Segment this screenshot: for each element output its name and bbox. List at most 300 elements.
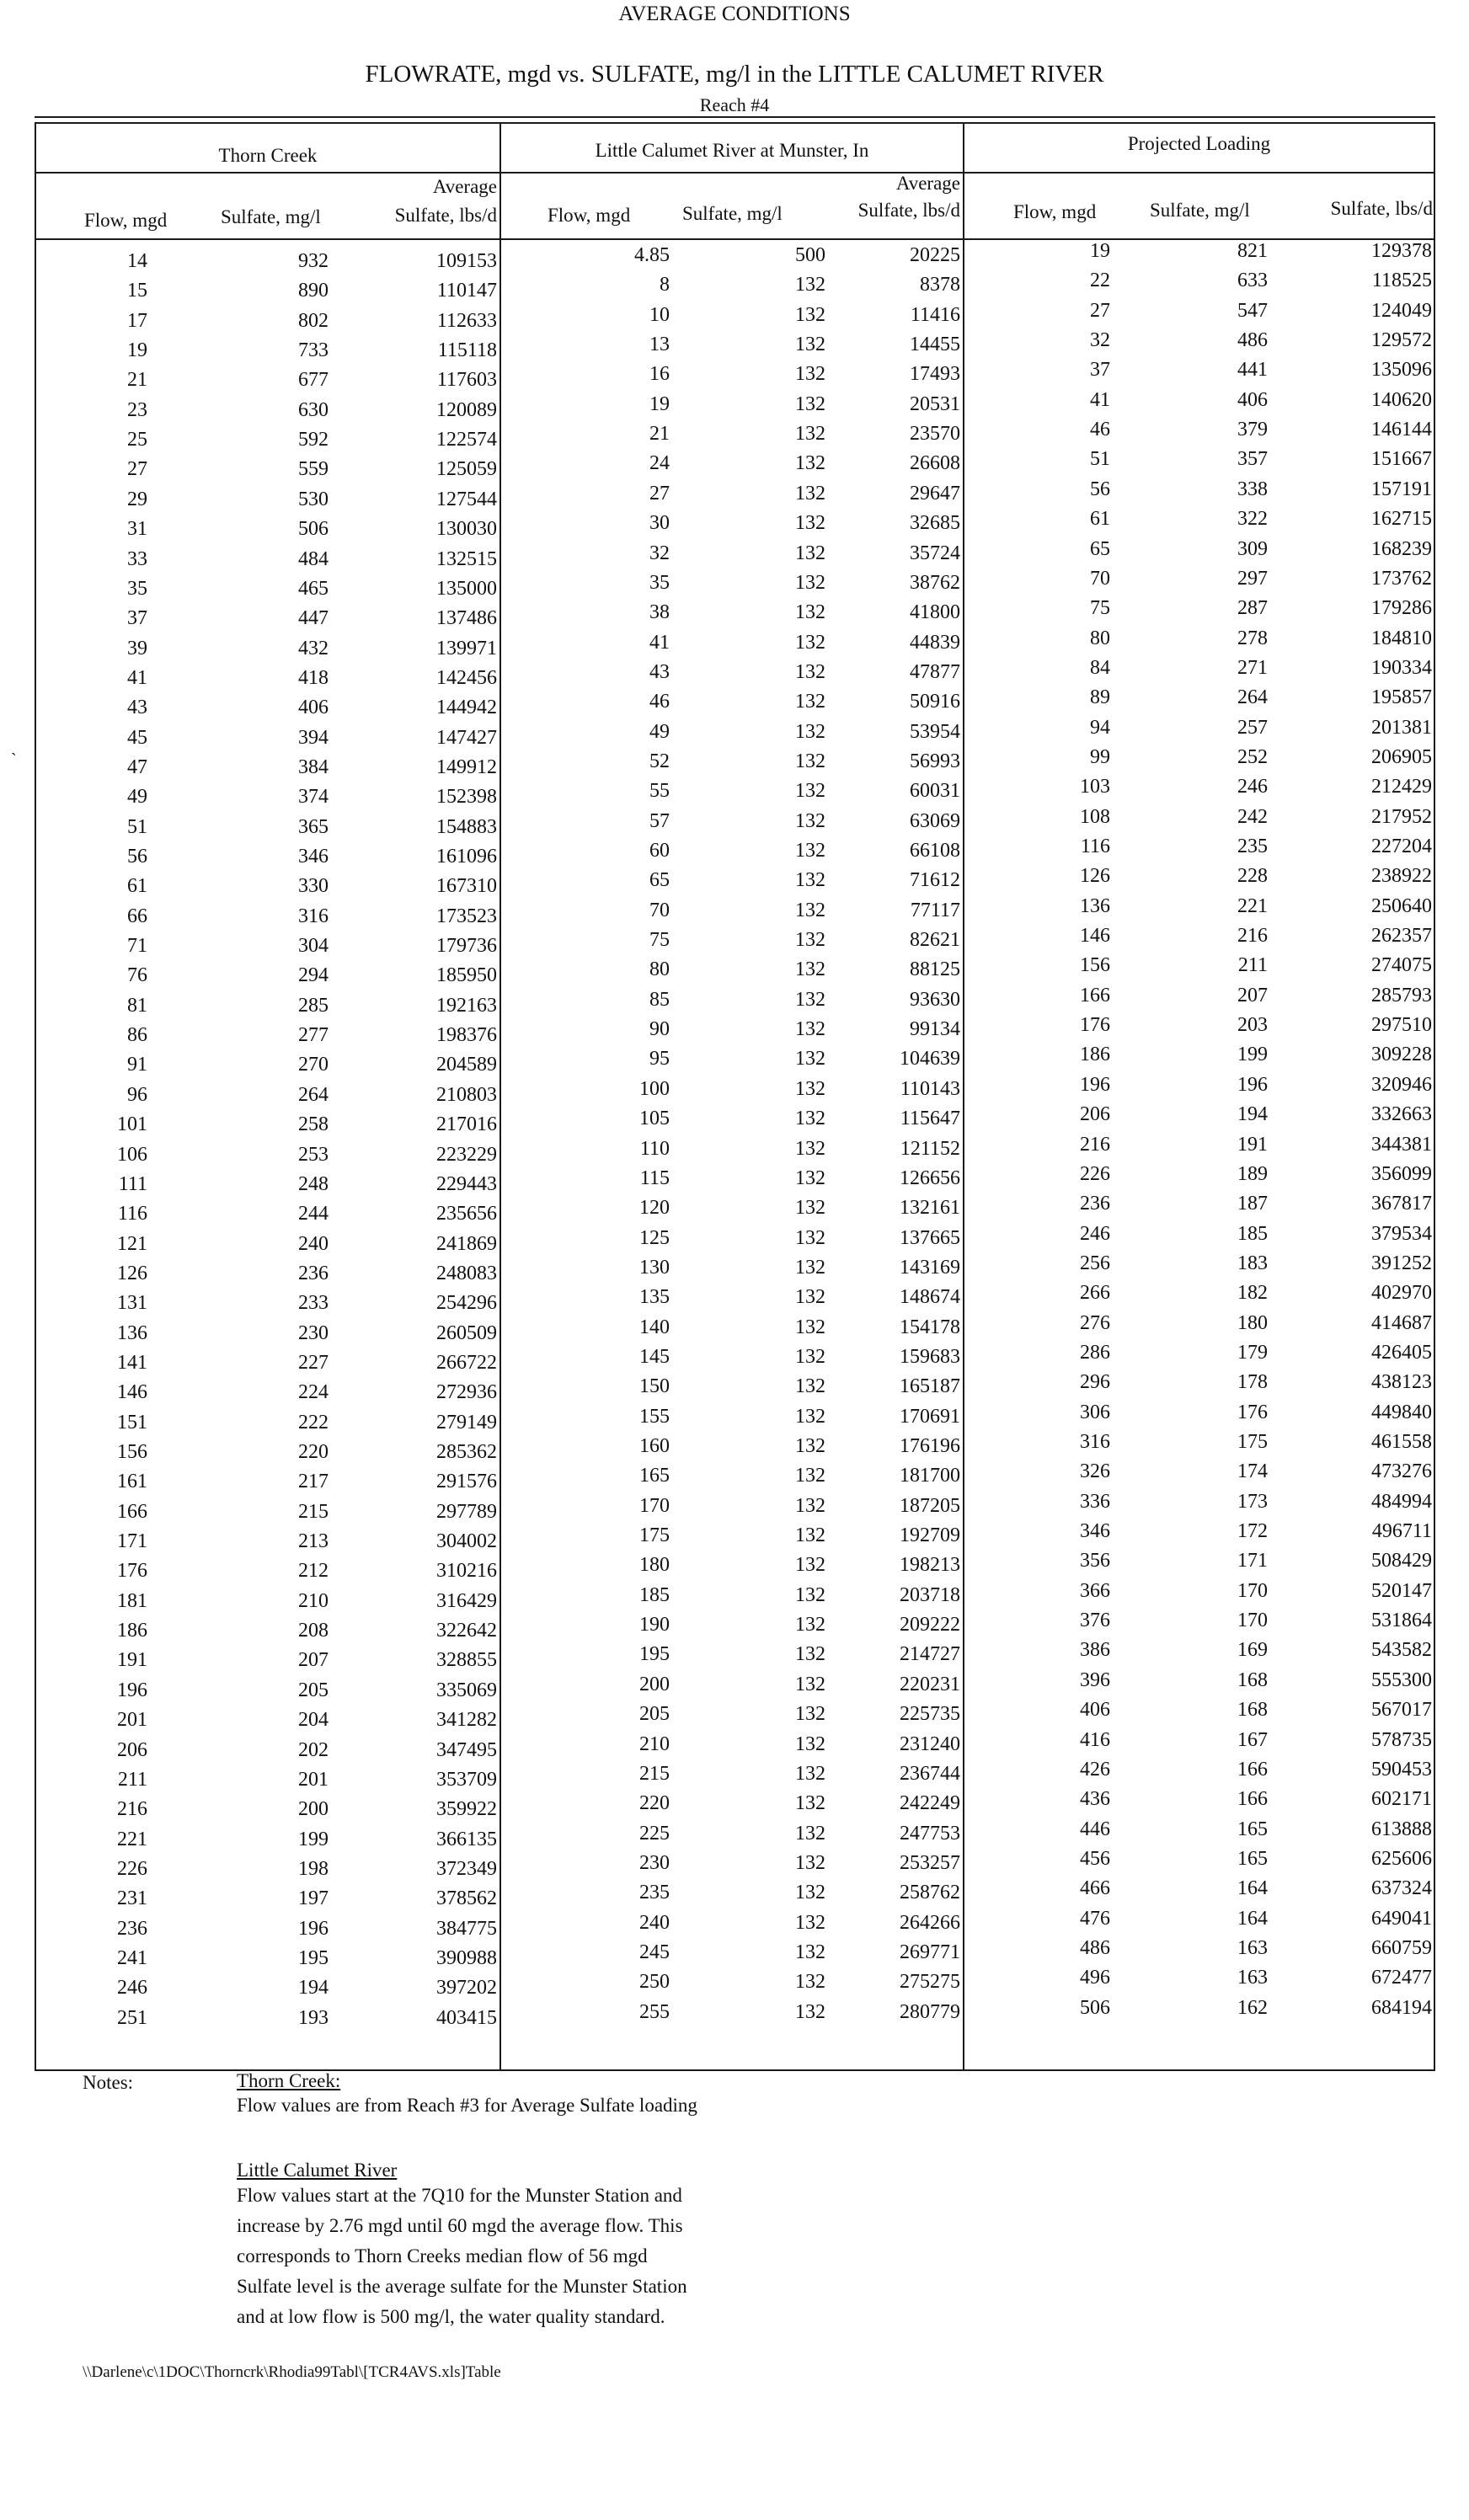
cell-projected-sulfate: 338 [1237,478,1268,500]
cell-thorn-sulfate-lbs: 266722 [436,1351,497,1374]
cell-thorn-sulfate-lbs: 210803 [436,1083,497,1106]
cell-munster-flow: 21 [649,423,670,446]
cell-thorn-sulfate-lbs: 173523 [436,905,497,927]
cell-projected-flow: 206 [1080,1103,1110,1126]
cell-projected-flow: 296 [1080,1371,1110,1394]
cell-projected-sulfate: 166 [1237,1788,1268,1811]
cell-projected-sulfate: 322 [1237,508,1268,531]
cell-thorn-flow: 181 [117,1589,147,1612]
cell-projected-flow: 426 [1080,1758,1110,1781]
cell-munster-flow: 46 [649,691,670,713]
col-thorn-flow: Flow, mgd [84,210,168,231]
group-projected-loading: Projected Loading [1127,133,1271,154]
cell-munster-flow: 55 [649,780,670,803]
cell-thorn-flow: 86 [127,1024,147,1047]
cell-munster-sulfate: 132 [795,1554,825,1577]
cell-projected-flow: 27 [1090,299,1110,322]
cell-projected-sulfate-lbs: 320946 [1371,1073,1432,1096]
cell-munster-flow: 170 [639,1494,670,1517]
cell-thorn-sulfate: 198 [298,1857,329,1880]
cell-thorn-sulfate: 316 [298,905,329,927]
cell-thorn-flow: 191 [117,1649,147,1672]
col-projected-sulfate-lbs: Sulfate, lbs/d [1330,198,1433,219]
file-path: \\Darlene\c\1DOC\Thorncrk\Rhodia99Tabl\[TCR4AVS.xls]Table [83,2363,501,2381]
cell-thorn-sulfate-lbs: 335069 [436,1679,497,1701]
cell-thorn-flow: 101 [117,1113,147,1136]
cell-munster-flow: 27 [649,482,670,505]
cell-projected-sulfate-lbs: 414687 [1371,1311,1432,1334]
cell-munster-sulfate-lbs: 88125 [910,958,960,981]
cell-projected-flow: 266 [1080,1282,1110,1305]
cell-thorn-sulfate: 199 [298,1828,329,1850]
cell-thorn-sulfate-lbs: 366135 [436,1828,497,1850]
cell-munster-flow: 13 [649,334,670,356]
cell-thorn-sulfate-lbs: 241869 [436,1232,497,1255]
cell-munster-sulfate-lbs: 41800 [910,601,960,624]
cell-thorn-sulfate-lbs: 115118 [437,339,497,362]
cell-projected-sulfate: 170 [1237,1579,1268,1602]
cell-projected-sulfate-lbs: 238922 [1371,865,1432,888]
cell-projected-flow: 94 [1090,716,1110,739]
cell-munster-flow: 245 [639,1941,670,1963]
cell-projected-flow: 486 [1080,1936,1110,1959]
cell-thorn-flow: 121 [117,1232,147,1255]
cell-thorn-sulfate: 200 [298,1798,329,1821]
cell-munster-sulfate-lbs: 132161 [900,1197,960,1220]
cell-projected-sulfate: 207 [1237,984,1268,1006]
cell-munster-flow: 49 [649,720,670,743]
cell-projected-sulfate: 271 [1237,656,1268,679]
cell-projected-flow: 466 [1080,1877,1110,1900]
cell-projected-sulfate-lbs: 184810 [1371,627,1432,649]
cell-munster-sulfate-lbs: 60031 [910,780,960,803]
cell-thorn-sulfate: 197 [298,1887,329,1910]
cell-projected-flow: 316 [1080,1431,1110,1453]
cell-munster-sulfate: 132 [795,1048,825,1070]
reach-label: Reach #4 [699,94,770,115]
cell-thorn-sulfate: 233 [298,1292,329,1315]
cell-thorn-sulfate-lbs: 272936 [436,1381,497,1404]
cell-projected-flow: 56 [1090,478,1110,500]
cell-munster-sulfate-lbs: 53954 [910,720,960,743]
cell-munster-sulfate: 132 [795,1286,825,1309]
cell-projected-sulfate-lbs: 496711 [1371,1520,1432,1543]
cell-munster-sulfate-lbs: 170691 [900,1405,960,1428]
cell-thorn-sulfate-lbs: 378562 [436,1887,497,1910]
cell-thorn-sulfate: 733 [298,339,329,362]
cell-thorn-sulfate-lbs: 384775 [436,1917,497,1940]
cell-munster-sulfate: 132 [795,542,825,564]
cell-projected-sulfate: 173 [1237,1490,1268,1513]
cell-munster-sulfate: 132 [795,691,825,713]
cell-munster-sulfate: 132 [795,274,825,296]
cell-thorn-sulfate: 330 [298,875,329,898]
cell-thorn-sulfate: 227 [298,1351,329,1374]
cell-munster-flow: 175 [639,1524,670,1547]
cell-projected-sulfate: 228 [1237,865,1268,888]
col-munster-flow: Flow, mgd [548,205,631,226]
cell-munster-flow: 10 [649,303,670,326]
cell-projected-sulfate: 168 [1237,1668,1268,1691]
cell-munster-sulfate-lbs: 35724 [910,542,960,564]
cell-munster-flow: 4.85 [634,244,670,266]
cell-thorn-flow: 33 [127,547,147,570]
cell-projected-flow: 37 [1090,359,1110,382]
cell-munster-sulfate-lbs: 56993 [910,750,960,772]
cell-thorn-flow: 17 [127,309,147,332]
cell-thorn-flow: 56 [127,846,147,868]
col-thorn-avg-sulfate-lbs: Sulfate, lbs/d [394,205,497,226]
cell-munster-flow: 90 [649,1018,670,1041]
cell-thorn-flow: 15 [127,280,147,302]
cell-thorn-flow: 216 [117,1798,147,1821]
cell-munster-sulfate-lbs: 26608 [910,452,960,475]
cell-thorn-sulfate: 304 [298,935,329,958]
cell-thorn-flow: 186 [117,1620,147,1642]
cell-thorn-sulfate-lbs: 167310 [436,875,497,898]
cell-thorn-flow: 43 [127,697,147,719]
cell-munster-flow: 105 [639,1108,670,1130]
cell-munster-sulfate-lbs: 77117 [910,899,960,921]
cell-munster-flow: 150 [639,1375,670,1398]
cell-thorn-sulfate-lbs: 198376 [436,1024,497,1047]
cell-munster-sulfate: 132 [795,1941,825,1963]
cell-thorn-flow: 201 [117,1709,147,1732]
cell-projected-sulfate: 164 [1237,1907,1268,1930]
cell-munster-flow: 165 [639,1465,670,1487]
cell-munster-sulfate: 132 [795,869,825,892]
cell-projected-flow: 89 [1090,686,1110,709]
cell-projected-flow: 436 [1080,1788,1110,1811]
cell-munster-sulfate: 132 [795,363,825,386]
cell-projected-sulfate: 257 [1237,716,1268,739]
cell-thorn-sulfate-lbs: 223229 [436,1143,497,1166]
cell-thorn-sulfate: 418 [298,666,329,689]
cell-thorn-sulfate: 270 [298,1054,329,1076]
cell-projected-sulfate: 178 [1237,1371,1268,1394]
cell-projected-sulfate-lbs: 195857 [1371,686,1432,709]
cell-munster-sulfate-lbs: 110143 [900,1077,960,1100]
cell-projected-flow: 166 [1080,984,1110,1006]
cell-projected-flow: 496 [1080,1967,1110,1989]
cell-thorn-sulfate: 207 [298,1649,329,1672]
cell-munster-flow: 8 [660,274,670,296]
cell-thorn-sulfate: 215 [298,1500,329,1523]
cell-projected-flow: 186 [1080,1044,1110,1066]
cell-munster-sulfate: 132 [795,1911,825,1934]
cell-munster-flow: 95 [649,1048,670,1070]
cell-munster-sulfate-lbs: 165187 [900,1375,960,1398]
cell-projected-sulfate-lbs: 426405 [1371,1341,1432,1364]
cell-munster-sulfate: 132 [795,1465,825,1487]
cell-projected-sulfate: 194 [1237,1103,1268,1126]
cell-projected-flow: 75 [1090,597,1110,620]
cell-projected-flow: 41 [1090,388,1110,411]
cell-thorn-sulfate-lbs: 112633 [436,309,497,332]
cell-projected-sulfate-lbs: 473276 [1371,1460,1432,1483]
cell-projected-flow: 156 [1080,954,1110,977]
notes-label: Notes: [83,2072,134,2093]
cell-projected-sulfate: 486 [1237,329,1268,352]
cell-thorn-flow: 156 [117,1441,147,1463]
cell-thorn-sulfate-lbs: 137486 [436,607,497,630]
cell-munster-flow: 32 [649,542,670,564]
cell-munster-sulfate-lbs: 231240 [900,1732,960,1755]
cell-munster-flow: 255 [639,2000,670,2023]
cell-munster-sulfate-lbs: 198213 [900,1554,960,1577]
cell-projected-flow: 476 [1080,1907,1110,1930]
cell-projected-sulfate: 252 [1237,745,1268,768]
col-thorn-average: Average [432,176,497,197]
cell-munster-sulfate-lbs: 137665 [900,1226,960,1249]
cell-projected-sulfate-lbs: 274075 [1371,954,1432,977]
cell-projected-sulfate: 264 [1237,686,1268,709]
cell-projected-sulfate-lbs: 402970 [1371,1282,1432,1305]
note-line: and at low flow is 500 mg/l, the water quality standard. [237,2306,665,2327]
cell-projected-flow: 84 [1090,656,1110,679]
cell-projected-sulfate-lbs: 625606 [1371,1847,1432,1870]
cell-projected-sulfate: 171 [1237,1550,1268,1572]
cell-thorn-sulfate: 213 [298,1530,329,1553]
cell-munster-sulfate-lbs: 192709 [900,1524,960,1547]
cell-projected-sulfate: 278 [1237,627,1268,649]
cell-munster-sulfate-lbs: 47877 [910,660,960,683]
cell-projected-sulfate: 203 [1237,1014,1268,1037]
cell-projected-flow: 456 [1080,1847,1110,1870]
cell-munster-sulfate-lbs: 176196 [900,1435,960,1457]
cell-munster-sulfate-lbs: 126656 [900,1167,960,1189]
cell-thorn-flow: 211 [117,1768,147,1791]
cell-munster-sulfate-lbs: 214727 [900,1643,960,1666]
cell-thorn-sulfate: 484 [298,547,329,570]
cell-munster-flow: 41 [649,631,670,654]
cell-projected-flow: 136 [1080,894,1110,917]
cell-thorn-flow: 236 [117,1917,147,1940]
cell-projected-sulfate: 168 [1237,1699,1268,1722]
cell-munster-sulfate: 132 [795,840,825,862]
cell-projected-sulfate: 162 [1237,1996,1268,2019]
cell-thorn-sulfate: 285 [298,994,329,1017]
cell-munster-sulfate-lbs: 258762 [900,1882,960,1904]
cell-projected-sulfate-lbs: 168239 [1371,537,1432,560]
cell-thorn-sulfate: 248 [298,1172,329,1195]
cell-projected-sulfate-lbs: 531864 [1371,1610,1432,1632]
cell-projected-sulfate: 165 [1237,1818,1268,1840]
cell-munster-sulfate-lbs: 82621 [910,929,960,952]
cell-thorn-sulfate: 802 [298,309,329,332]
cell-munster-sulfate-lbs: 220231 [900,1673,960,1695]
cell-munster-sulfate: 132 [795,512,825,535]
cell-munster-sulfate-lbs: 20531 [910,392,960,415]
cell-thorn-flow: 45 [127,726,147,749]
cell-projected-flow: 126 [1080,865,1110,888]
cell-projected-flow: 108 [1080,805,1110,828]
note-little-calumet-title: Little Calumet River [237,2160,398,2181]
cell-munster-sulfate: 132 [795,392,825,415]
cell-thorn-sulfate: 208 [298,1620,329,1642]
cell-projected-sulfate: 172 [1237,1520,1268,1543]
cell-munster-flow: 16 [649,363,670,386]
cell-munster-flow: 70 [649,899,670,921]
cell-projected-flow: 22 [1090,270,1110,292]
cell-munster-sulfate-lbs: 66108 [910,840,960,862]
cell-thorn-sulfate: 204 [298,1709,329,1732]
cell-thorn-sulfate: 201 [298,1768,329,1791]
cell-munster-flow: 210 [639,1732,670,1755]
cell-thorn-sulfate-lbs: 149912 [436,755,497,778]
cell-munster-sulfate: 132 [795,660,825,683]
cell-munster-sulfate-lbs: 143169 [900,1256,960,1279]
cell-munster-sulfate: 132 [795,1762,825,1785]
cell-thorn-sulfate-lbs: 192163 [436,994,497,1017]
cell-projected-flow: 80 [1090,627,1110,649]
cell-projected-sulfate: 297 [1237,567,1268,590]
cell-thorn-flow: 106 [117,1143,147,1166]
cell-munster-flow: 35 [649,571,670,594]
cell-thorn-sulfate-lbs: 229443 [436,1172,497,1195]
cell-thorn-sulfate-lbs: 127544 [436,488,497,510]
cell-munster-sulfate: 132 [795,482,825,505]
cell-munster-flow: 30 [649,512,670,535]
cell-munster-sulfate-lbs: 247753 [900,1822,960,1845]
cell-projected-flow: 99 [1090,745,1110,768]
cell-munster-sulfate-lbs: 225735 [900,1703,960,1726]
cell-thorn-sulfate: 244 [298,1203,329,1225]
cell-munster-sulfate-lbs: 8378 [920,274,960,296]
cell-thorn-flow: 116 [117,1203,147,1225]
cell-thorn-sulfate-lbs: 147427 [436,726,497,749]
cell-projected-sulfate-lbs: 449840 [1371,1401,1432,1423]
cell-thorn-sulfate: 630 [298,398,329,421]
cell-munster-sulfate: 132 [795,988,825,1011]
cell-projected-sulfate: 821 [1237,240,1268,262]
cell-projected-flow: 146 [1080,925,1110,948]
cell-munster-sulfate-lbs: 63069 [910,809,960,832]
cell-projected-sulfate: 165 [1237,1847,1268,1870]
note-line: Sulfate level is the average sulfate for the Munster Station [237,2276,687,2297]
cell-thorn-sulfate-lbs: 390988 [436,1946,497,1969]
cell-thorn-sulfate: 258 [298,1113,329,1136]
cell-munster-sulfate-lbs: 29647 [910,482,960,505]
cell-munster-sulfate-lbs: 44839 [910,631,960,654]
cell-projected-flow: 216 [1080,1133,1110,1156]
cell-thorn-sulfate: 212 [298,1560,329,1583]
cell-thorn-sulfate: 384 [298,755,329,778]
cell-munster-flow: 145 [639,1345,670,1368]
cell-munster-sulfate: 132 [795,1822,825,1845]
cell-projected-sulfate-lbs: 344381 [1371,1133,1432,1156]
cell-projected-flow: 103 [1080,776,1110,798]
cell-munster-sulfate-lbs: 187205 [900,1494,960,1517]
cell-munster-sulfate: 132 [795,1345,825,1368]
cell-munster-flow: 135 [639,1286,670,1309]
cell-munster-sulfate-lbs: 11416 [910,303,960,326]
cell-projected-sulfate: 187 [1237,1193,1268,1215]
cell-munster-sulfate: 132 [795,750,825,772]
cell-thorn-sulfate-lbs: 120089 [436,398,497,421]
cell-munster-sulfate-lbs: 20225 [910,244,960,266]
cell-munster-flow: 60 [649,840,670,862]
cell-thorn-sulfate-lbs: 122574 [436,429,497,451]
cell-projected-sulfate: 633 [1237,270,1268,292]
cell-thorn-sulfate: 230 [298,1321,329,1344]
cell-projected-sulfate: 196 [1237,1073,1268,1096]
cell-munster-flow: 235 [639,1882,670,1904]
cell-projected-sulfate-lbs: 660759 [1371,1936,1432,1959]
cell-projected-flow: 51 [1090,448,1110,471]
cell-projected-sulfate: 246 [1237,776,1268,798]
cell-thorn-sulfate-lbs: 110147 [436,280,497,302]
col-projected-flow: Flow, mgd [1013,201,1097,222]
cell-projected-sulfate-lbs: 146144 [1371,419,1432,441]
cell-projected-flow: 326 [1080,1460,1110,1483]
cell-munster-sulfate-lbs: 209222 [900,1614,960,1636]
cell-projected-flow: 236 [1080,1193,1110,1215]
cell-projected-sulfate-lbs: 672477 [1371,1967,1432,1989]
cell-munster-flow: 19 [649,392,670,415]
cell-thorn-sulfate-lbs: 347495 [436,1738,497,1761]
cell-thorn-sulfate-lbs: 254296 [436,1292,497,1315]
cell-thorn-flow: 19 [127,339,147,362]
cell-projected-sulfate-lbs: 484994 [1371,1490,1432,1513]
cell-thorn-sulfate-lbs: 185950 [436,964,497,987]
cell-thorn-flow: 49 [127,786,147,809]
cell-munster-sulfate: 132 [795,1018,825,1041]
cell-projected-sulfate-lbs: 212429 [1371,776,1432,798]
cell-projected-flow: 116 [1080,836,1110,857]
cell-thorn-sulfate-lbs: 353709 [436,1768,497,1791]
cell-munster-sulfate: 132 [795,899,825,921]
cell-munster-sulfate: 132 [795,1583,825,1606]
cell-munster-flow: 130 [639,1256,670,1279]
cell-projected-sulfate-lbs: 543582 [1371,1639,1432,1662]
cell-projected-flow: 19 [1090,240,1110,262]
cell-projected-sulfate-lbs: 590453 [1371,1758,1432,1781]
cell-thorn-sulfate: 236 [298,1262,329,1284]
cell-thorn-flow: 25 [127,429,147,451]
cell-munster-flow: 24 [649,452,670,475]
cell-munster-sulfate: 132 [795,571,825,594]
cell-thorn-sulfate: 205 [298,1679,329,1701]
cell-thorn-sulfate: 346 [298,846,329,868]
cell-projected-sulfate: 182 [1237,1282,1268,1305]
cell-thorn-sulfate: 196 [298,1917,329,1940]
cell-munster-sulfate: 132 [795,2000,825,2023]
cell-thorn-sulfate-lbs: 152398 [436,786,497,809]
cell-projected-sulfate: 164 [1237,1877,1268,1900]
cell-munster-sulfate: 132 [795,1673,825,1695]
cell-thorn-flow: 241 [117,1946,147,1969]
cell-munster-flow: 220 [639,1792,670,1815]
cell-munster-sulfate-lbs: 253257 [900,1851,960,1874]
cell-thorn-sulfate-lbs: 248083 [436,1262,497,1284]
cell-munster-flow: 190 [639,1614,670,1636]
col-munster-avg-sulfate-lbs: Sulfate, lbs/d [857,200,960,221]
cell-projected-flow: 356 [1080,1550,1110,1572]
cell-thorn-sulfate-lbs: 260509 [436,1321,497,1344]
cell-munster-sulfate: 132 [795,1256,825,1279]
cell-thorn-sulfate-lbs: 204589 [436,1054,497,1076]
cell-munster-flow: 65 [649,869,670,892]
cell-thorn-sulfate: 264 [298,1083,329,1106]
cell-thorn-flow: 166 [117,1500,147,1523]
cell-thorn-sulfate: 195 [298,1946,329,1969]
cell-thorn-flow: 66 [127,905,147,927]
cell-projected-flow: 286 [1080,1341,1110,1364]
cell-thorn-flow: 126 [117,1262,147,1284]
cell-thorn-flow: 35 [127,577,147,600]
cell-thorn-flow: 29 [127,488,147,510]
